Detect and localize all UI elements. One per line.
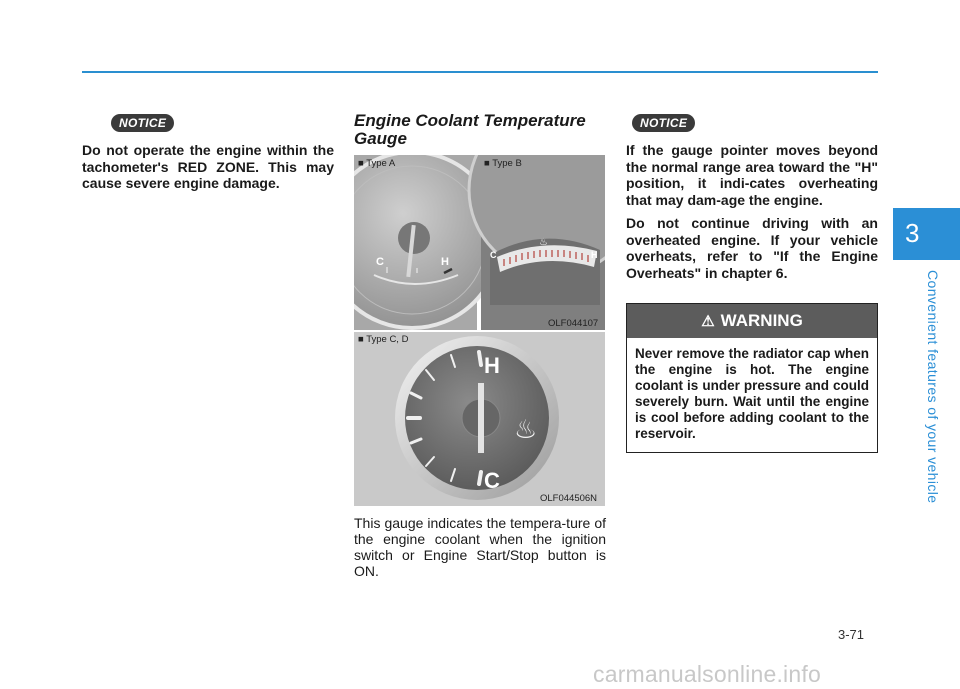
notice-paragraph-1: If the gauge pointer moves beyond the normal range area toward the "H" position, it indi-cates overheating that may dam-age the engine. xyxy=(626,142,878,208)
figure-code-bottom: OLF044506N xyxy=(540,493,598,504)
section-title: Engine Coolant Temperature Gauge xyxy=(354,111,586,148)
type-a-c-label: C xyxy=(376,256,384,268)
notice-paragraph: Do not operate the engine within the tachometer's RED ZONE. This may cause severe engine damage. xyxy=(82,142,334,191)
svg-text:H: H xyxy=(591,250,598,260)
warning-header xyxy=(627,304,877,338)
gauge-figure xyxy=(354,155,605,506)
warning-text: Never remove the radiator cap when the engine is hot. The engine coolant is under pressure and could severely burn. Wait until the engine is cool before adding coolant to the reservoir. xyxy=(635,346,869,441)
type-b-label: ■ Type B xyxy=(484,158,522,169)
top-rule xyxy=(82,71,878,73)
page-number: 3-71 xyxy=(838,627,865,642)
notice-text-left xyxy=(82,142,334,199)
type-cd-label: ■ Type C, D xyxy=(358,334,409,345)
watermark: carmanualsonline.info xyxy=(593,661,821,687)
notice-badge-left: NOTICE xyxy=(111,114,174,132)
figure-code-top: OLF044107 xyxy=(548,318,599,329)
warning-triangle-icon: ⚠ xyxy=(701,313,715,330)
section-body: This gauge indicates the tempera-ture of the engine coolant when the ignition switch or Engine Start/Stop button is ON. xyxy=(354,515,606,579)
svg-text:♨: ♨ xyxy=(539,237,548,248)
warning-box xyxy=(626,303,878,453)
notice-badge-right: NOTICE xyxy=(632,114,695,132)
type-a-h-label: H xyxy=(441,256,449,268)
notice-text-right xyxy=(626,142,878,288)
chapter-title: Convenient features of your vehicle xyxy=(925,270,941,504)
notice-paragraph-2: Do not continue driving with an overheated engine. If your vehicle overheats, refer to "If the Engine Overheats" in chapter 6. xyxy=(626,215,878,281)
type-cd-pointer xyxy=(478,383,484,453)
chapter-number: 3 xyxy=(905,218,920,248)
type-a-label: ■ Type A xyxy=(358,158,396,169)
coolant-temp-icon: ♨ xyxy=(514,415,538,445)
type-cd-c-label: C xyxy=(484,468,500,493)
warning-title: WARNING xyxy=(720,311,803,330)
chapter-tab xyxy=(893,208,960,260)
type-cd-h-label: H xyxy=(484,353,500,378)
gauge-illustration xyxy=(354,155,605,506)
svg-text:C: C xyxy=(490,250,497,260)
